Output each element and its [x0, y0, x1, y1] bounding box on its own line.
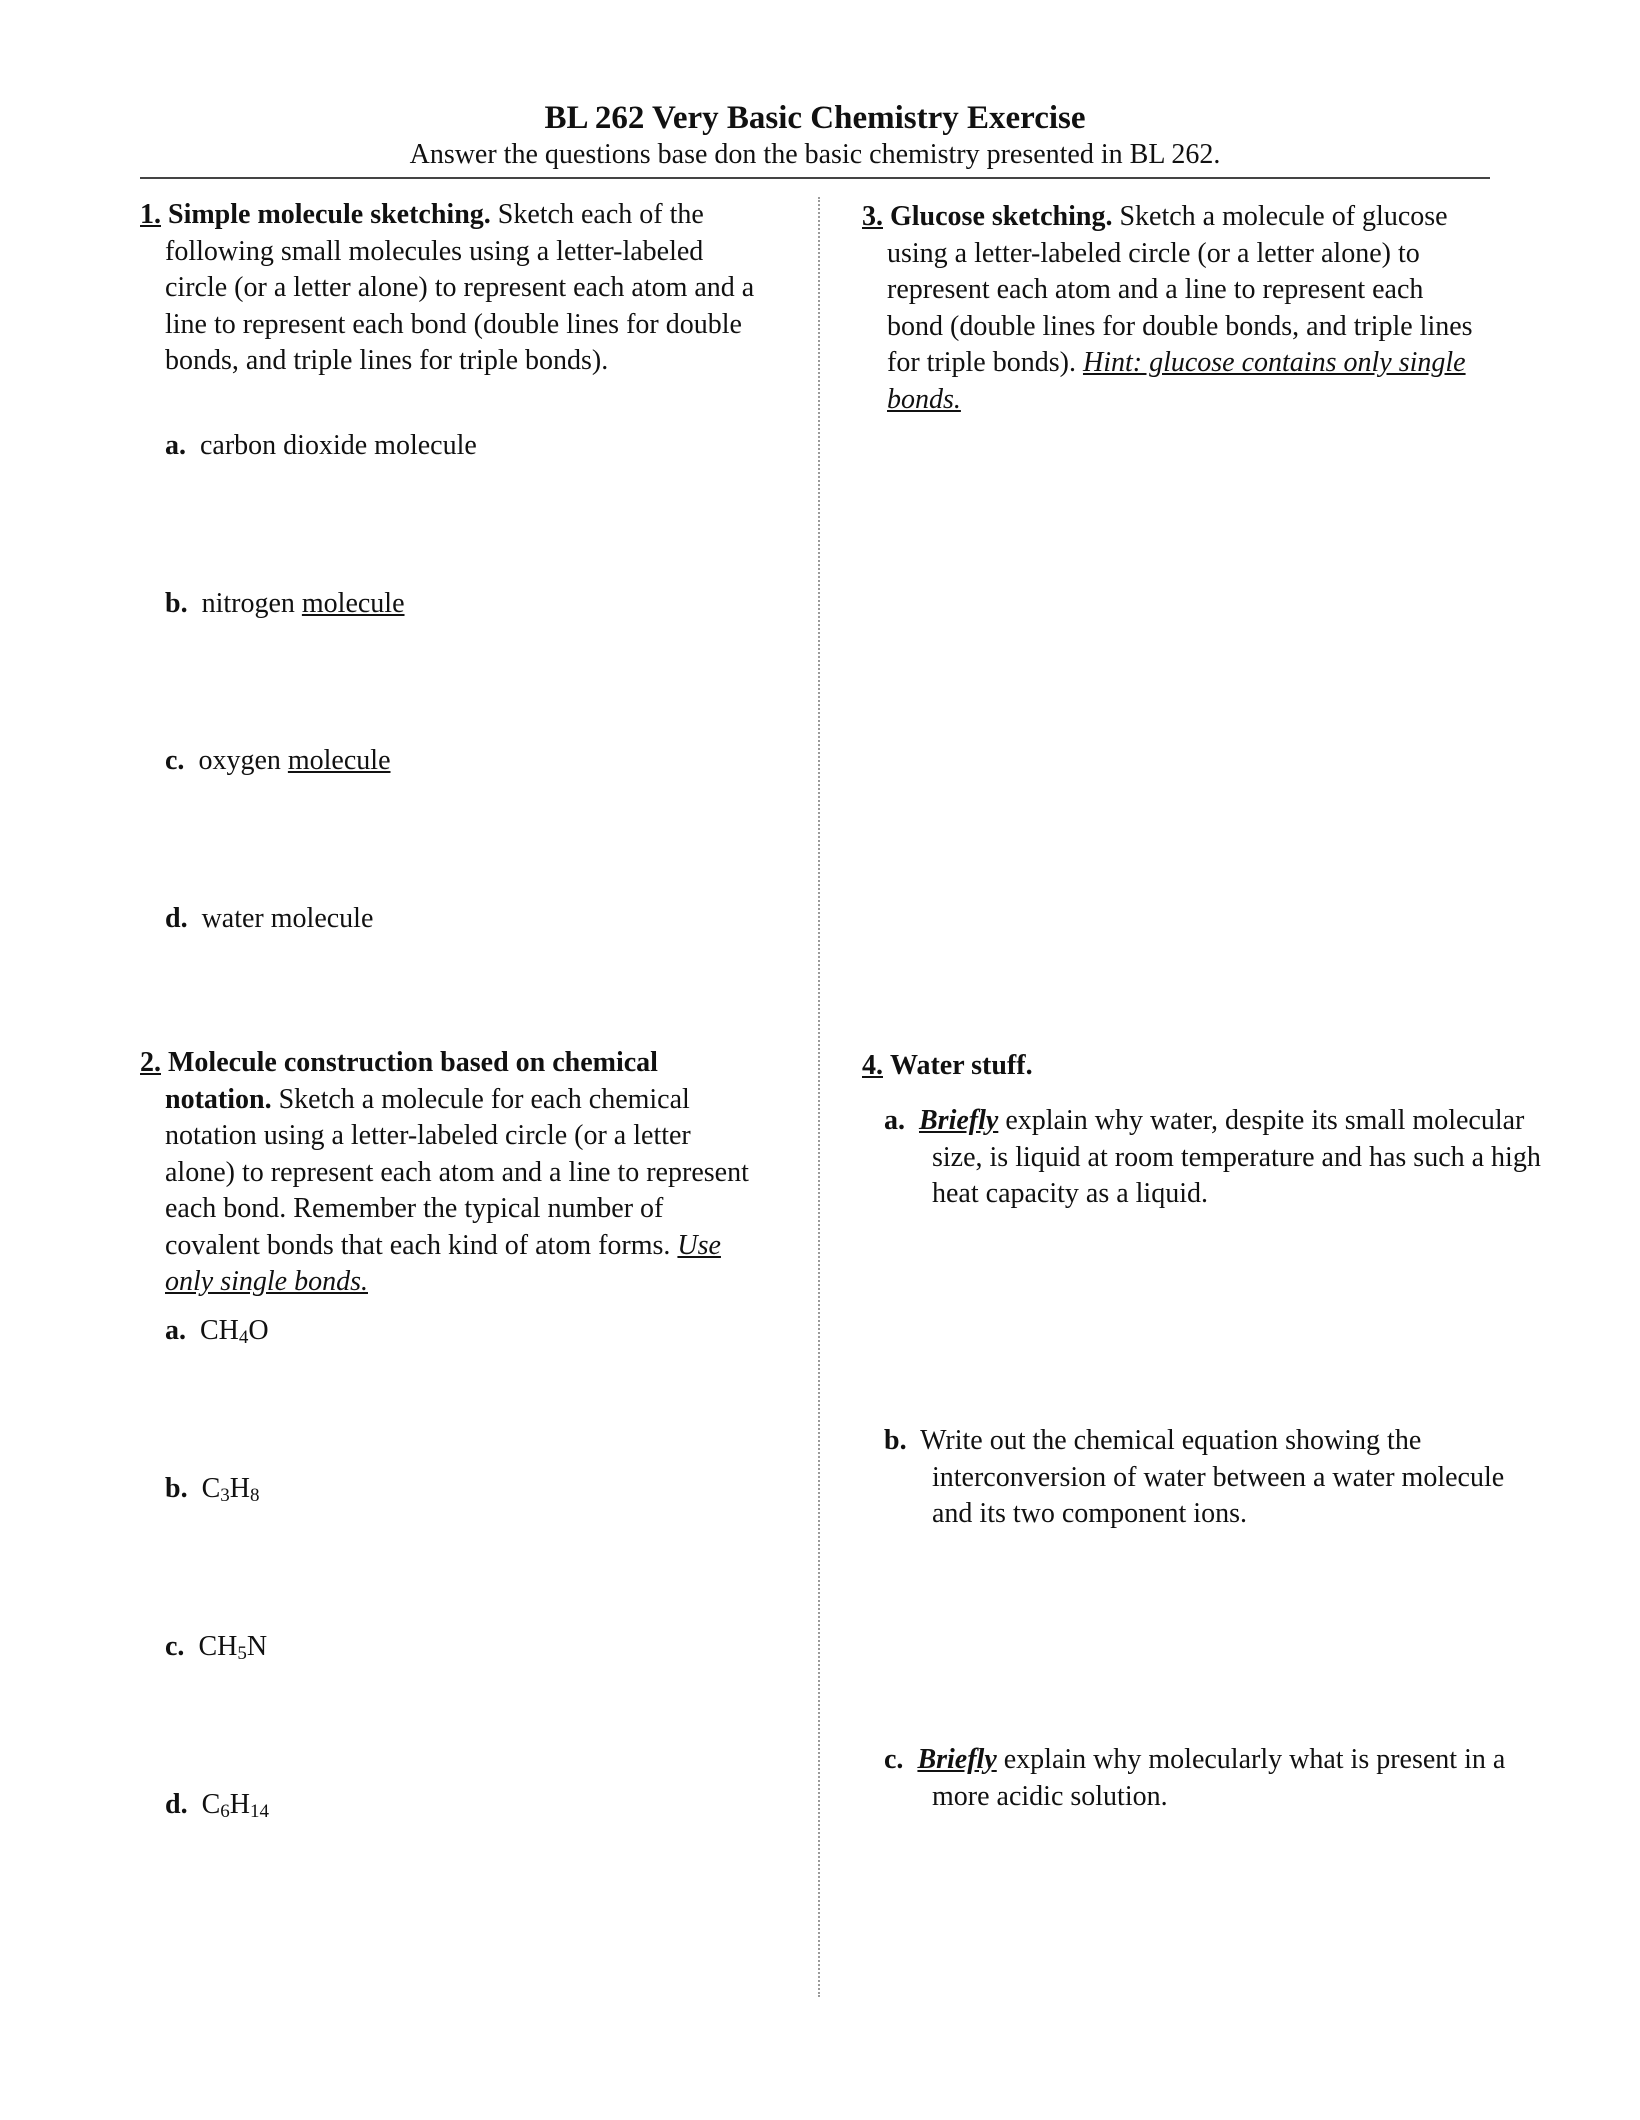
item-letter: a. [165, 430, 186, 461]
question-3-prompt [862, 199, 1482, 418]
formula: $C_3H_8$ [201, 1473, 260, 1506]
item-text: water molecule [201, 903, 374, 934]
item-letter: b. [165, 588, 188, 619]
item-text: Write out the chemical equation showing the interconversion of water between a water molecule and its two component ions. [920, 1425, 1505, 1529]
question-4c [884, 1742, 1512, 1815]
item-text: explain why water, despite its small molecular size, is liquid at room temperature and has such a high heat capacity as a liquid. [932, 1105, 1541, 1209]
item-text: oxygen [198, 745, 288, 776]
question-4-number: 4. [862, 1050, 883, 1081]
question-2-prompt [140, 1045, 765, 1301]
header-divider [140, 177, 1490, 179]
item-text: carbon dioxide molecule [200, 430, 477, 461]
question-3-number: 3. [862, 201, 883, 232]
item-letter: d. [165, 903, 188, 934]
question-4-title: Water stuff. [890, 1050, 1033, 1081]
item-letter: a. [884, 1105, 905, 1136]
question-1-prompt [140, 197, 765, 380]
item-letter: b. [884, 1425, 907, 1456]
question-1d [165, 901, 373, 938]
item-letter: c. [165, 745, 185, 776]
formula: $CH_5N$ [198, 1631, 268, 1664]
question-2a [165, 1313, 269, 1350]
item-text-underlined: molecule [301, 588, 405, 619]
question-2-note: Use only single bonds. [165, 1229, 721, 1297]
question-3-hint: Hint: glucose contains only single bonds. [887, 347, 1466, 415]
question-1-text: Sketch each of the following small molecules using a letter-labeled circle (or a letter alone) to represent each atom and a line to represent each bond (double lines for double bonds, and triple lines for triple bonds). [165, 199, 755, 376]
question-3-text: Sketch a molecule of glucose using a letter-labeled circle (or a letter alone) to represent each atom and a line to represent each bond (double lines for double bonds, and triple lines for triple bonds). [887, 201, 1473, 378]
question-1-title: Simple molecule sketching. [168, 199, 491, 230]
item-letter: d. [165, 1789, 188, 1820]
question-3 [862, 199, 1482, 418]
item-emphasis: Briefly [919, 1105, 999, 1136]
question-2-number: 2. [140, 1047, 161, 1078]
question-4a [884, 1103, 1542, 1213]
question-2b [165, 1471, 260, 1508]
formula: $C_6H_{14}$ [201, 1789, 269, 1822]
item-letter: b. [165, 1473, 188, 1504]
item-letter: c. [165, 1631, 185, 1662]
item-letter: a. [165, 1315, 186, 1346]
question-2-text: Sketch a molecule for each chemical notation using a letter-labeled circle (or a letter alone) to represent each atom and a line to represent each bond. Remember the typical number of covalent bonds that each kind of atom forms. [165, 1083, 749, 1261]
question-1b [165, 586, 405, 623]
question-2c [165, 1629, 267, 1666]
question-4-prompt [862, 1048, 1482, 1085]
question-4b [884, 1423, 1512, 1533]
question-3-title: Glucose sketching. [890, 201, 1113, 232]
item-text: nitrogen [201, 588, 302, 619]
formula: $CH_4O$ [200, 1315, 269, 1348]
question-1c [165, 743, 391, 780]
item-emphasis: Briefly [917, 1744, 997, 1775]
column-divider [818, 197, 820, 1997]
question-4 [862, 1048, 1482, 1085]
document-subtitle: Answer the questions base don the basic chemistry presented in BL 262. [409, 139, 1221, 170]
item-text: explain why molecularly what is present in a more acidic solution. [932, 1744, 1506, 1812]
question-2 [140, 1045, 765, 1301]
item-letter: c. [884, 1744, 904, 1775]
question-1-number: 1. [140, 199, 161, 230]
question-1a [165, 428, 477, 465]
question-2-title: Molecule construction based on chemical notation. [165, 1047, 658, 1115]
item-text-underlined: molecule [287, 745, 391, 776]
question-2d [165, 1787, 269, 1824]
document-title: BL 262 Very Basic Chemistry Exercise [544, 100, 1086, 136]
question-1 [140, 197, 765, 380]
document-header [140, 98, 1490, 172]
